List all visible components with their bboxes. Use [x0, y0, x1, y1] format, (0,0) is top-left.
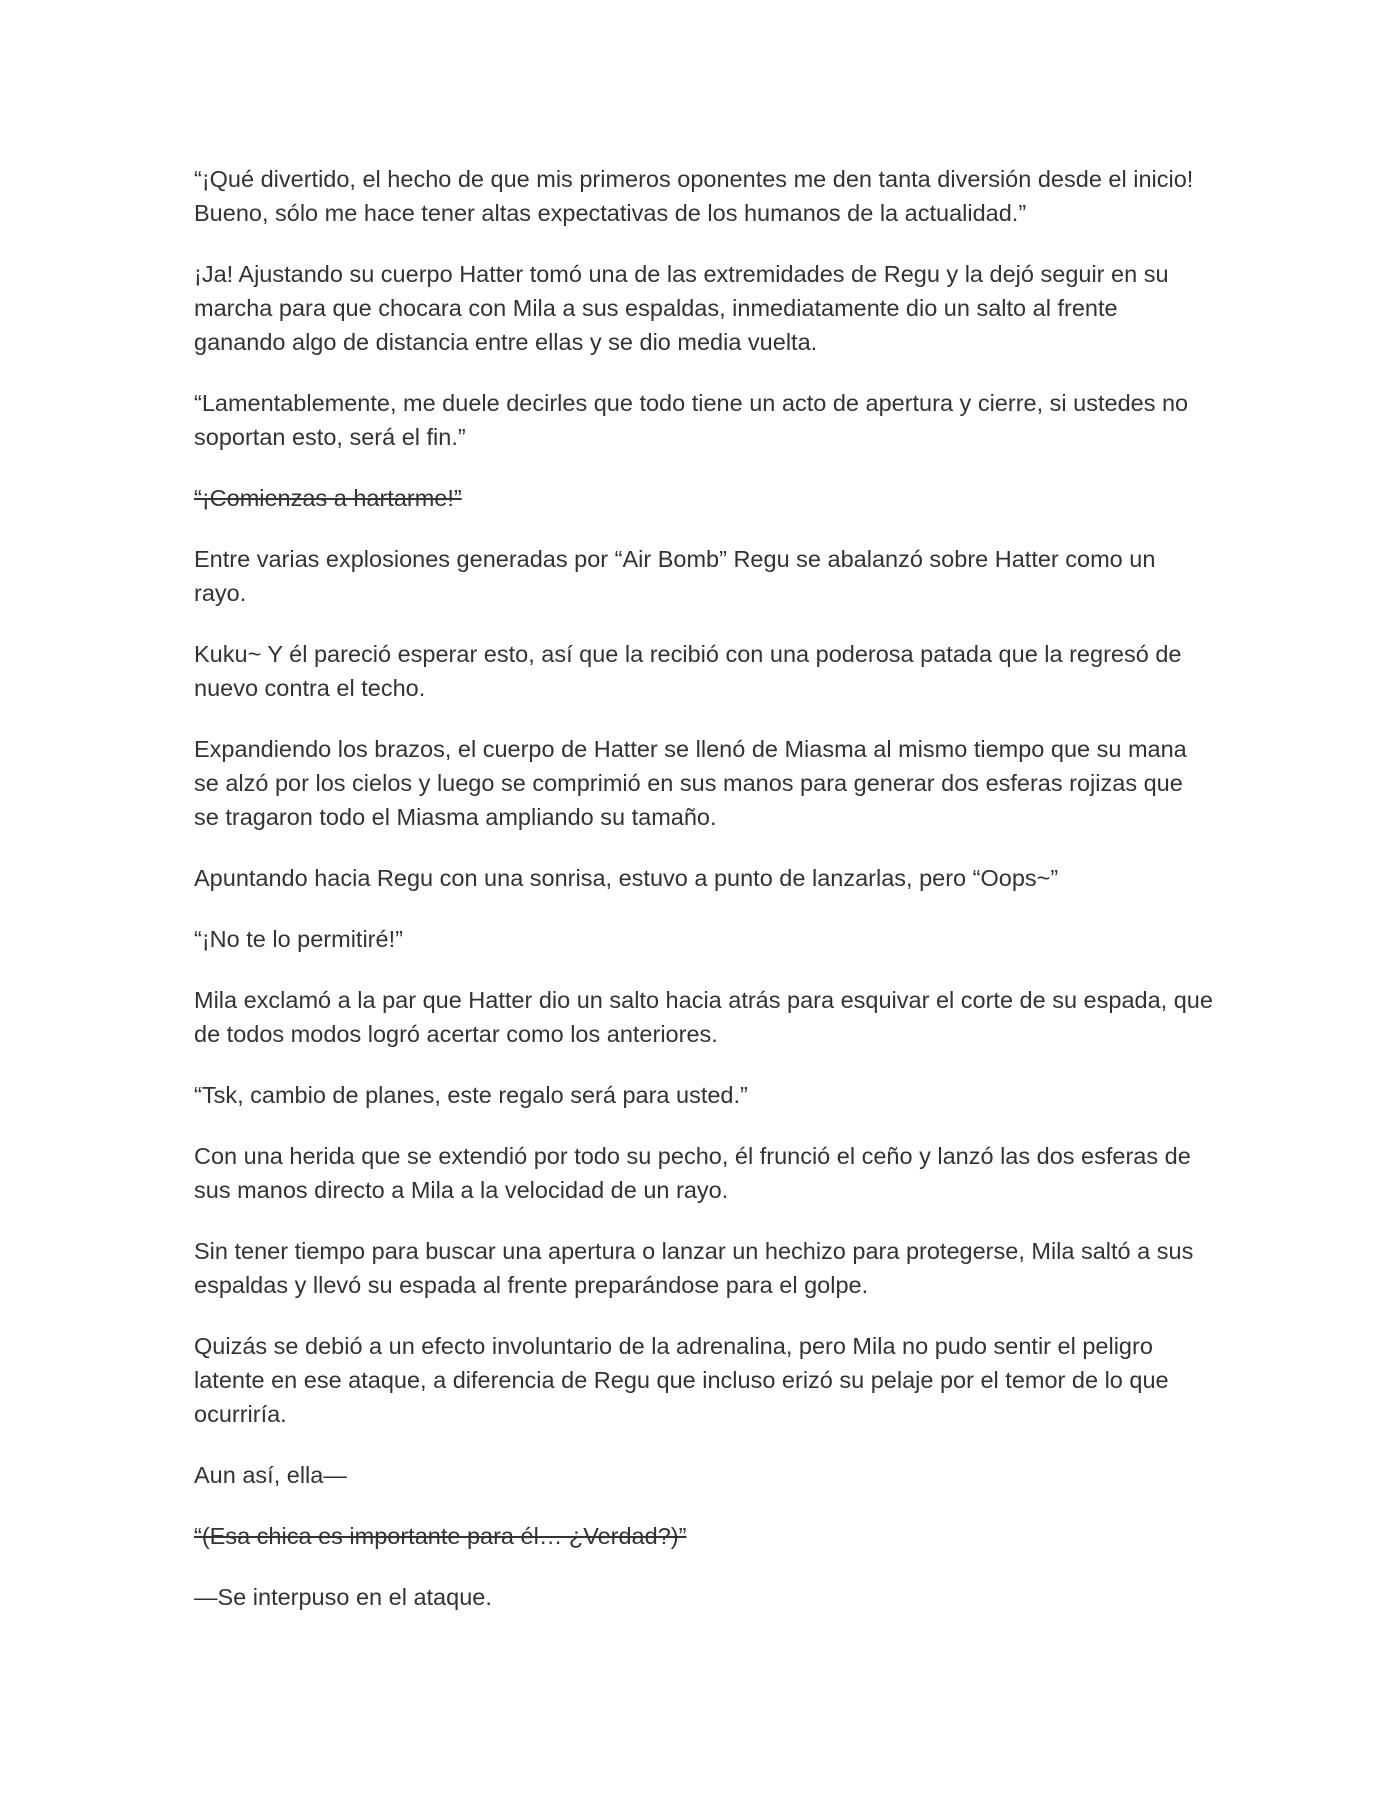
paragraph: Kuku~ Y él pareció esperar esto, así que la recibió con una poderosa patada que la regresó de nuevo contra el techo. — [194, 641, 1182, 701]
paragraph: Aun así, ella— — [194, 1462, 347, 1488]
paragraph: Expandiendo los brazos, el cuerpo de Hatter se llenó de Miasma al mismo tiempo que su mana se alzó por los cielos y luego se comprimió en sus manos para generar dos esferas rojizas que se tragaron todo el Miasma ampliando su tamaño. — [194, 736, 1187, 830]
paragraph: “Tsk, cambio de planes, este regalo será para usted.” — [194, 1082, 748, 1108]
paragraph: Quizás se debió a un efecto involuntario de la adrenalina, pero Mila no pudo sentir el peligro latente en ese ataque, a diferencia de Regu que incluso erizó su pelaje por el temor de lo que ocurriría. — [194, 1333, 1169, 1427]
paragraph: Apuntando hacia Regu con una sonrisa, estuvo a punto de lanzarlas, pero “Oops~” — [194, 865, 1059, 891]
paragraph: Con una herida que se extendió por todo su pecho, él frunció el ceño y lanzó las dos esferas de sus manos directo a Mila a la velocidad de un rayo. — [194, 1143, 1191, 1203]
paragraph: ¡Ja! Ajustando su cuerpo Hatter tomó una de las extremidades de Regu y la dejó seguir en su marcha para que chocara con Mila a sus espaldas, inmediatamente dio un salto al frente ganando algo de distancia entre ellas y se dio media vuelta. — [194, 261, 1169, 355]
paragraph: Entre varias explosiones generadas por “Air Bomb” Regu se abalanzó sobre Hatter como un rayo. — [194, 546, 1156, 606]
paragraph: Sin tener tiempo para buscar una apertura o lanzar un hechizo para protegerse, Mila saltó a sus espaldas y llevó su espada al frente preparándose para el golpe. — [194, 1238, 1194, 1298]
paragraph: “Lamentablemente, me duele decirles que todo tiene un acto de apertura y cierre, si ustedes no soportan esto, será el fin.” — [194, 390, 1189, 450]
document-body — [194, 162, 1214, 1641]
paragraph-strikethrough: “¡Comienzas a hartarme!” — [194, 485, 462, 511]
paragraph: —Se interpuso en el ataque. — [194, 1584, 492, 1610]
paragraph-strikethrough: “(Esa chica es importante para él… ¿Verdad?)” — [194, 1523, 687, 1549]
paragraph: “¡No te lo permitiré!” — [194, 926, 403, 952]
paragraph: Mila exclamó a la par que Hatter dio un salto hacia atrás para esquivar el corte de su espada, que de todos modos logró acertar como los anteriores. — [194, 987, 1213, 1047]
paragraph: “¡Qué divertido, el hecho de que mis primeros oponentes me den tanta diversión desde el inicio! Bueno, sólo me hace tener altas expectativas de los humanos de la actualidad.” — [194, 166, 1194, 226]
